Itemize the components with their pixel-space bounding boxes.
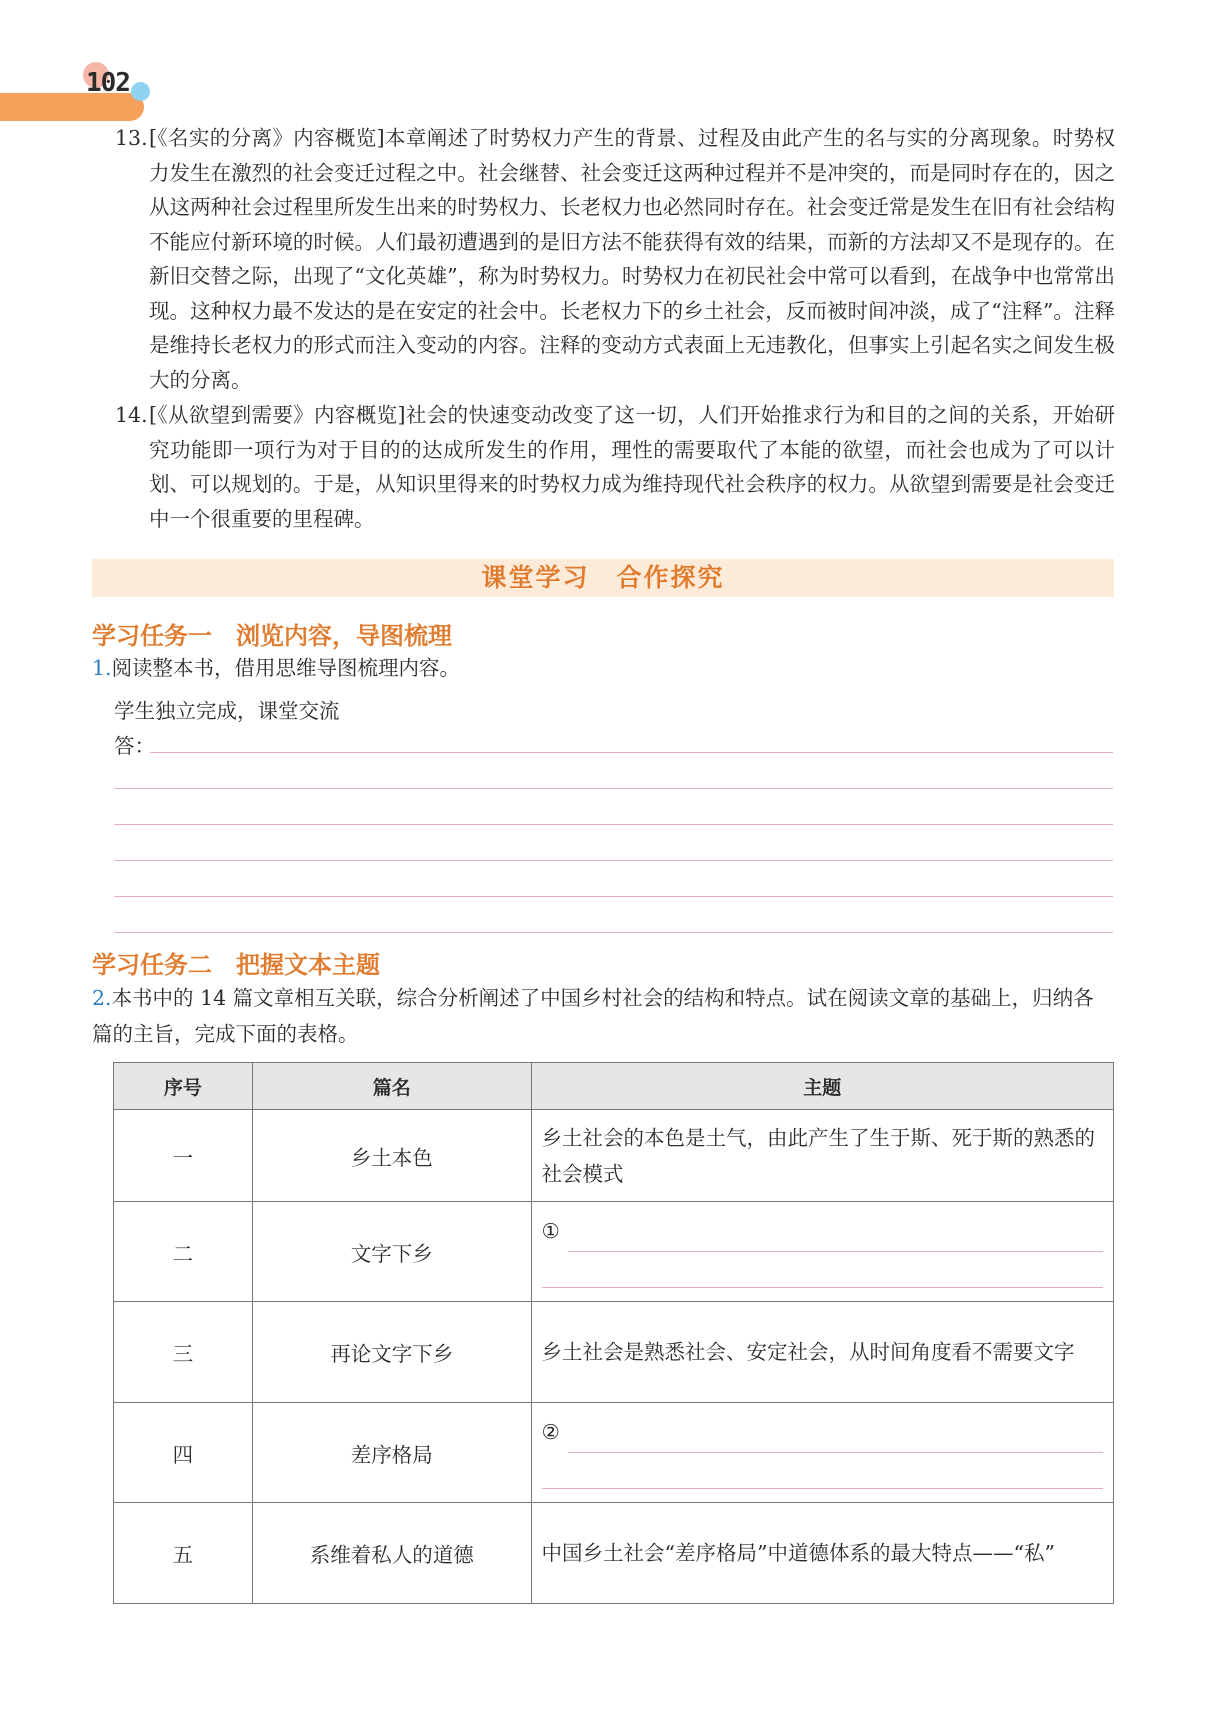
section-title: 课堂学习 合作探究 bbox=[481, 563, 725, 592]
cell-theme: 中国乡土社会“差序格局”中道德体系的最大特点——“私” bbox=[531, 1503, 1113, 1604]
item-text: [《名实的分离》内容概览]本章阐述了时势权力产生的背景、过程及由此产生的名与实的分离现象。时势权力发生在激烈的社会变迁过程之中。社会继替、社会变迁这两种过程并不是冲突的，而是同时存在的，因之从这两种社会过程里所发生出来的时势权力、长老权力也必然同时存在。社会变迁常是发生在旧有社会结构不能应付新环境的时候。人们最初遭遇到的是旧方法不能获得有效的结果，而新的方法却又不是现存的。在新旧交替之际，出现了“文化英雄”，称为时势权力。时势权力在初民社会中常可以看到，在战争中也常常出现。这种权力最不发达的是在安定的社会中。长老权力下的乡土社会，反而被时间冲淡，成了“注释”。注释是维持长老权力的形式而注入变动的内容。注释的变动方式表面上无违教化，但事实上引起名实之间发生极大的分离。 bbox=[149, 126, 1115, 392]
task-one-title: 学习任务一 浏览内容，导图梳理 bbox=[92, 622, 452, 650]
answer-line[interactable] bbox=[150, 752, 1113, 753]
blank-marker: ② bbox=[541, 1419, 560, 1444]
question-2 bbox=[92, 980, 1112, 1052]
item-number: 14. bbox=[115, 403, 148, 427]
cell-no: 五 bbox=[114, 1503, 253, 1604]
table-header-row bbox=[114, 1063, 1114, 1110]
summary-item-13 bbox=[115, 121, 1115, 397]
table-row bbox=[114, 1302, 1114, 1403]
cell-title: 文字下乡 bbox=[252, 1202, 531, 1302]
blank-marker: ① bbox=[541, 1218, 560, 1243]
theme-table bbox=[113, 1062, 1114, 1604]
cell-theme: 乡土社会是熟悉社会、安定社会，从时间角度看不需要文字 bbox=[531, 1302, 1113, 1403]
summary-item-14 bbox=[115, 398, 1115, 536]
section-banner bbox=[92, 559, 1114, 597]
header-title: 篇名 bbox=[252, 1063, 531, 1110]
cell-title: 差序格局 bbox=[252, 1403, 531, 1503]
page-number: 102 bbox=[86, 68, 130, 98]
answer-line[interactable] bbox=[114, 824, 1113, 825]
cell-no: 一 bbox=[114, 1110, 253, 1202]
answer-note: 学生独立完成，课堂交流 bbox=[114, 699, 340, 723]
answer-line[interactable] bbox=[568, 1251, 1103, 1252]
cell-theme-blank[interactable] bbox=[531, 1202, 1113, 1302]
table-row bbox=[114, 1202, 1114, 1302]
cell-no: 四 bbox=[114, 1403, 253, 1503]
table-row bbox=[114, 1403, 1114, 1503]
cell-theme: 乡土社会的本色是土气，由此产生了生于斯、死于斯的熟悉的社会模式 bbox=[531, 1110, 1113, 1202]
answer-line[interactable] bbox=[114, 860, 1113, 861]
question-text: 阅读整本书，借用思维导图梳理内容。 bbox=[111, 656, 461, 680]
header-theme: 主题 bbox=[531, 1063, 1113, 1110]
cell-title: 再论文字下乡 bbox=[252, 1302, 531, 1403]
answer-label: 答： bbox=[114, 734, 155, 758]
task-two-title: 学习任务二 把握文本主题 bbox=[92, 951, 380, 979]
header-no: 序号 bbox=[114, 1063, 253, 1110]
answer-line[interactable] bbox=[114, 896, 1113, 897]
cell-theme-blank[interactable] bbox=[531, 1403, 1113, 1503]
cell-no: 二 bbox=[114, 1202, 253, 1302]
answer-line[interactable] bbox=[568, 1452, 1103, 1453]
decorative-dot bbox=[131, 82, 150, 101]
cell-title: 乡土本色 bbox=[252, 1110, 531, 1202]
answer-line[interactable] bbox=[542, 1488, 1103, 1489]
item-number: 13. bbox=[115, 126, 148, 150]
item-text: [《从欲望到需要》内容概览]社会的快速变动改变了这一切，人们开始推求行为和目的之间的关系，开始研究功能即一项行为对于目的的达成所发生的作用，理性的需要取代了本能的欲望，而社会也成为了可以计划、可以规划的。于是，从知识里得来的时势权力成为维持现代社会秩序的权力。从欲望到需要是社会变迁中一个很重要的里程碑。 bbox=[149, 403, 1115, 531]
question-1 bbox=[92, 650, 1112, 686]
answer-line[interactable] bbox=[542, 1287, 1103, 1288]
question-number: 1. bbox=[92, 656, 112, 680]
table-row bbox=[114, 1110, 1114, 1202]
cell-title: 系维着私人的道德 bbox=[252, 1503, 531, 1604]
answer-line[interactable] bbox=[114, 932, 1113, 933]
cell-no: 三 bbox=[114, 1302, 253, 1403]
question-number: 2. bbox=[92, 986, 112, 1010]
question-text: 本书中的 14 篇文章相互关联，综合分析阐述了中国乡村社会的结构和特点。试在阅读文章的基础上，归纳各篇的主旨，完成下面的表格。 bbox=[92, 986, 1094, 1046]
table-row bbox=[114, 1503, 1114, 1604]
answer-line[interactable] bbox=[114, 788, 1113, 789]
